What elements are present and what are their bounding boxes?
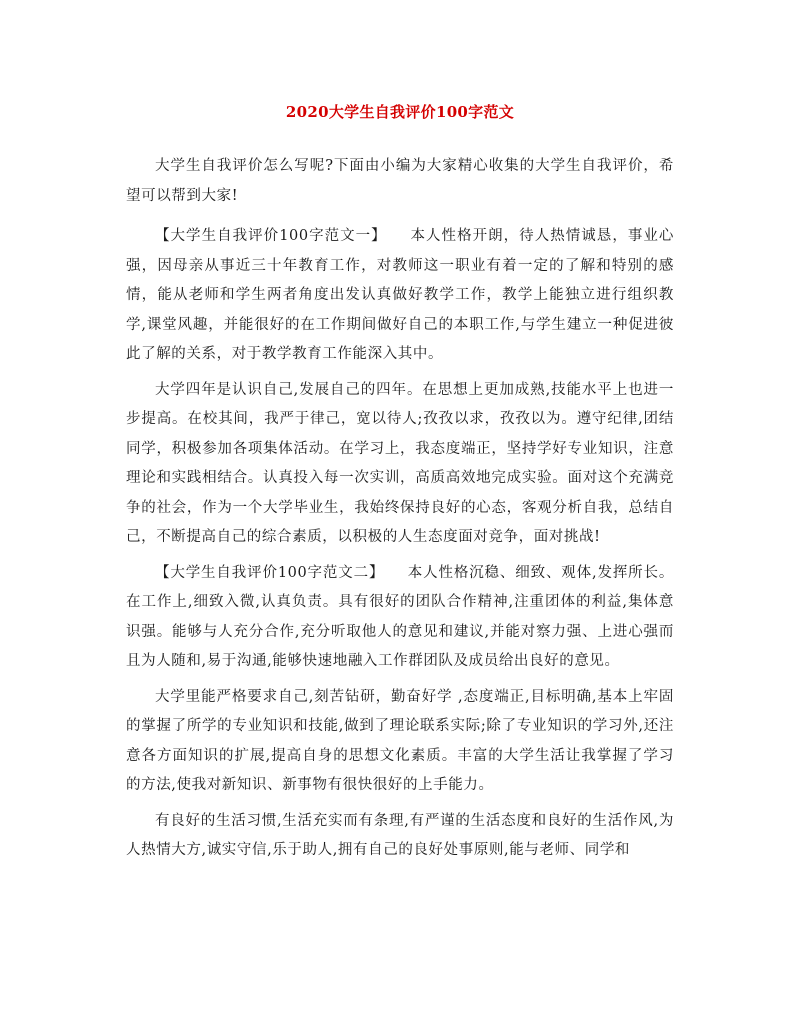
intro-paragraph: 大学生自我评价怎么写呢?下面由小编为大家精心收集的大学生自我评价，希望可以帮到大家! <box>126 158 674 204</box>
university-study-paragraph: 大学里能严格要求自己,刻苦钻研，勤奋好学 ,态度端正,目标明确,基本上牢固的掌握了所学的专业知识和技能,做到了理论联系实际;除了专业知识的学习外,还注意各方面知识的扩展,提高自身的思想文化素质。丰富的大学生活让我掌握了学习的方法,使我对新知识、新事物有很快很好的上手能力。 <box>126 688 674 793</box>
lifestyle-paragraph: 有良好的生活习惯,生活充实而有条理,有严谨的生活态度和良好的生活作风,为人热情大方,诚实守信,乐于助人,拥有自己的良好处事原则,能与老师、同学和 <box>126 812 674 858</box>
sample-two-paragraph: 【大学生自我评价100字范文二】 本人性格沉稳、细致、观体,发挥所长。 在工作上,细致入微,认真负责。具有很好的团队合作精神,注重团体的利益,集体意识强。能够与人充分合作,充分听取他人的意见和建议,并能对察力强、上进心强而且为人随和,易于沟通,能够快速地融入工作群团队及成员给出良好的意见。 <box>126 564 674 669</box>
four-years-paragraph: 大学四年是认识自己,发展自己的四年。在思想上更加成熟,技能水平上也进一步提高。在校其间，我严于律己，宽以待人;孜孜以求，孜孜以为。遵守纪律,团结同学，积极参加各项集体活动。在学习上，我态度端正，坚持学好专业知识，注意理论和实践相结合。认真投入每一次实训，高质高效地完成实验。面对这个充满竞争的社会，作为一个大学毕业生，我始终保持良好的心态，客观分析自我，总结自己，不断提高自己的综合素质，以积极的人生态度面对竞争，面对挑战! <box>126 381 674 545</box>
document-body <box>126 152 674 872</box>
document-title: 2020大学生自我评价100字范文 <box>285 103 515 121</box>
sample-one-paragraph: 【大学生自我评价100字范文一】 本人性格开朗，待人热情诚恳，事业心强，因母亲从事近三十年教育工作，对教师这一职业有着一定的了解和特别的感情，能从老师和学生两者角度出发认真做好教学工作，教学上能独立进行组织教学,课堂风趣，并能很好的在工作期间做好自己的本职工作,与学生建立一种促进彼此了解的关系，对于教学教育工作能深入其中。 <box>126 228 674 362</box>
